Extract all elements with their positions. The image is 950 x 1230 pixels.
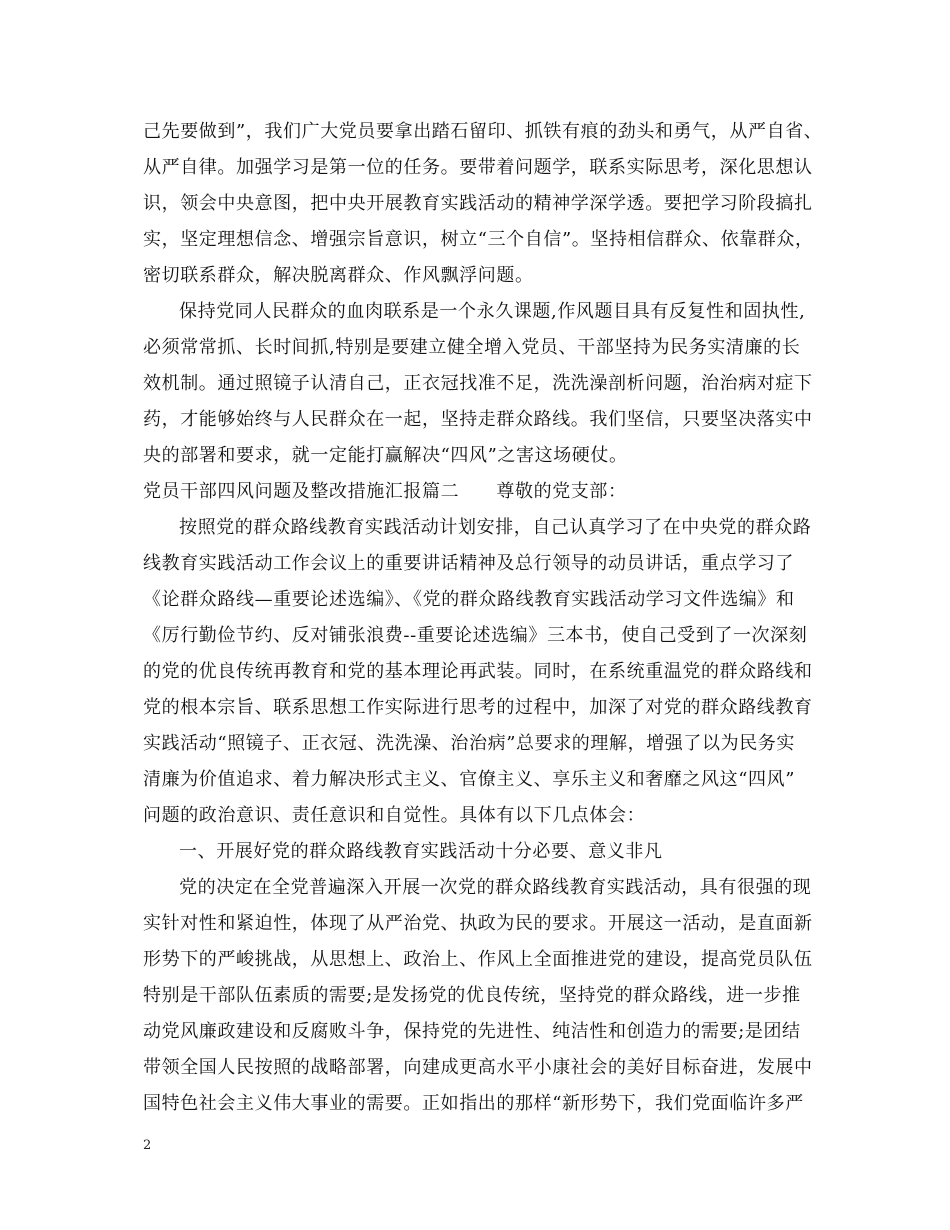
section-heading-line: 党员干部四风问题及整改措施汇报篇二 尊敬的党支部： <box>143 481 627 502</box>
text-line: 《论群众路线—重要论述选编》、《党的群众路线教育实践活动学习文件选编》和 <box>143 589 795 610</box>
text-line: 清廉为价值追求、着力解决形式主义、官僚主义、享乐主义和奢靡之风这“四风” <box>143 769 796 790</box>
paragraph-start-line: 按照党的群众路线教育实践活动计划安排，自己认真学习了在中央党的群众路 <box>179 517 812 538</box>
paragraph-start-line: 保持党同人民群众的血肉联系是一个永久课题,作风题目具有反复性和固执性, <box>179 301 806 322</box>
text-line: 党的根本宗旨、联系思想工作实际进行思考的过程中，加深了对党的群众路线教育 <box>143 697 813 718</box>
text-line: 实践活动“照镜子、正衣冠、洗洗澡、治治病”总要求的理解，增强了以为民务实 <box>143 733 796 754</box>
text-line: 效机制。通过照镜子认清自己，正衣冠找准不足，洗洗澡剖析问题，治治病对症下 <box>143 373 813 394</box>
text-line: 动党风廉政建设和反腐败斗争，保持党的先进性、纯洁性和创造力的需要;是团结 <box>143 1021 801 1042</box>
paragraph-start-line: 党的决定在全党普遍深入开展一次党的群众路线教育实践活动，具有很强的现 <box>179 877 812 898</box>
text-line: 识，领会中央意图，把中央开展教育实践活动的精神学深学透。要把学习阶段搞扎 <box>143 193 813 214</box>
page-number: 2 <box>143 1138 152 1153</box>
subheading-line: 一、开展好党的群众路线教育实践活动十分必要、意义非凡 <box>179 841 663 862</box>
text-line: 特别是干部队伍素质的需要;是发扬党的优良传统，坚持党的群众路线，进一步推 <box>143 985 801 1006</box>
text-line: 从严自律。加强学习是第一位的任务。要带着问题学，联系实际思考，深化思想认 <box>143 157 813 178</box>
text-line: 己先要做到”，我们广大党员要拿出踏石留印、抓铁有痕的劲头和勇气，从严自省、 <box>143 121 823 142</box>
text-line: 必须常常抓、长时间抓,特别是要建立健全增入党员、干部坚持为民务实清廉的长 <box>143 337 801 358</box>
text-line: 实，坚定理想信念、增强宗旨意识，树立“三个自信”。坚持相信群众、依靠群众， <box>143 229 814 250</box>
text-line: 国特色社会主义伟大事业的需要。正如指出的那样“新形势下，我们党面临许多严 <box>143 1093 804 1114</box>
text-line: 线教育实践活动工作会议上的重要讲话精神及总行领导的动员讲话，重点学习了 <box>143 553 794 574</box>
text-line: 带领全国人民按照的战略部署，向建成更高水平小康社会的美好目标奋进，发展中 <box>143 1057 813 1078</box>
text-line: 药，才能够始终与人民群众在一起，坚持走群众路线。我们坚信，只要坚决落实中 <box>143 409 813 430</box>
text-line: 实针对性和紧迫性，体现了从严治党、执政为民的要求。开展这一活动，是直面新 <box>143 913 813 934</box>
text-line: 央的部署和要求，就一定能打赢解决“四风”之害这场硬仗。 <box>143 445 628 466</box>
text-line: 《厉行勤俭节约、反对铺张浪费--重要论述选编》三本书，使自己受到了一次深刻 <box>143 625 808 646</box>
text-line: 形势下的严峻挑战，从思想上、政治上、作风上全面推进党的建设，提高党员队伍 <box>143 949 813 970</box>
text-line: 问题的政治意识、责任意识和自觉性。具体有以下几点体会： <box>143 805 646 826</box>
text-line: 密切联系群众，解决脱离群众、作风飘浮问题。 <box>143 265 534 286</box>
text-line: 的党的优良传统再教育和党的基本理论再武装。同时，在系统重温党的群众路线和 <box>143 661 813 682</box>
